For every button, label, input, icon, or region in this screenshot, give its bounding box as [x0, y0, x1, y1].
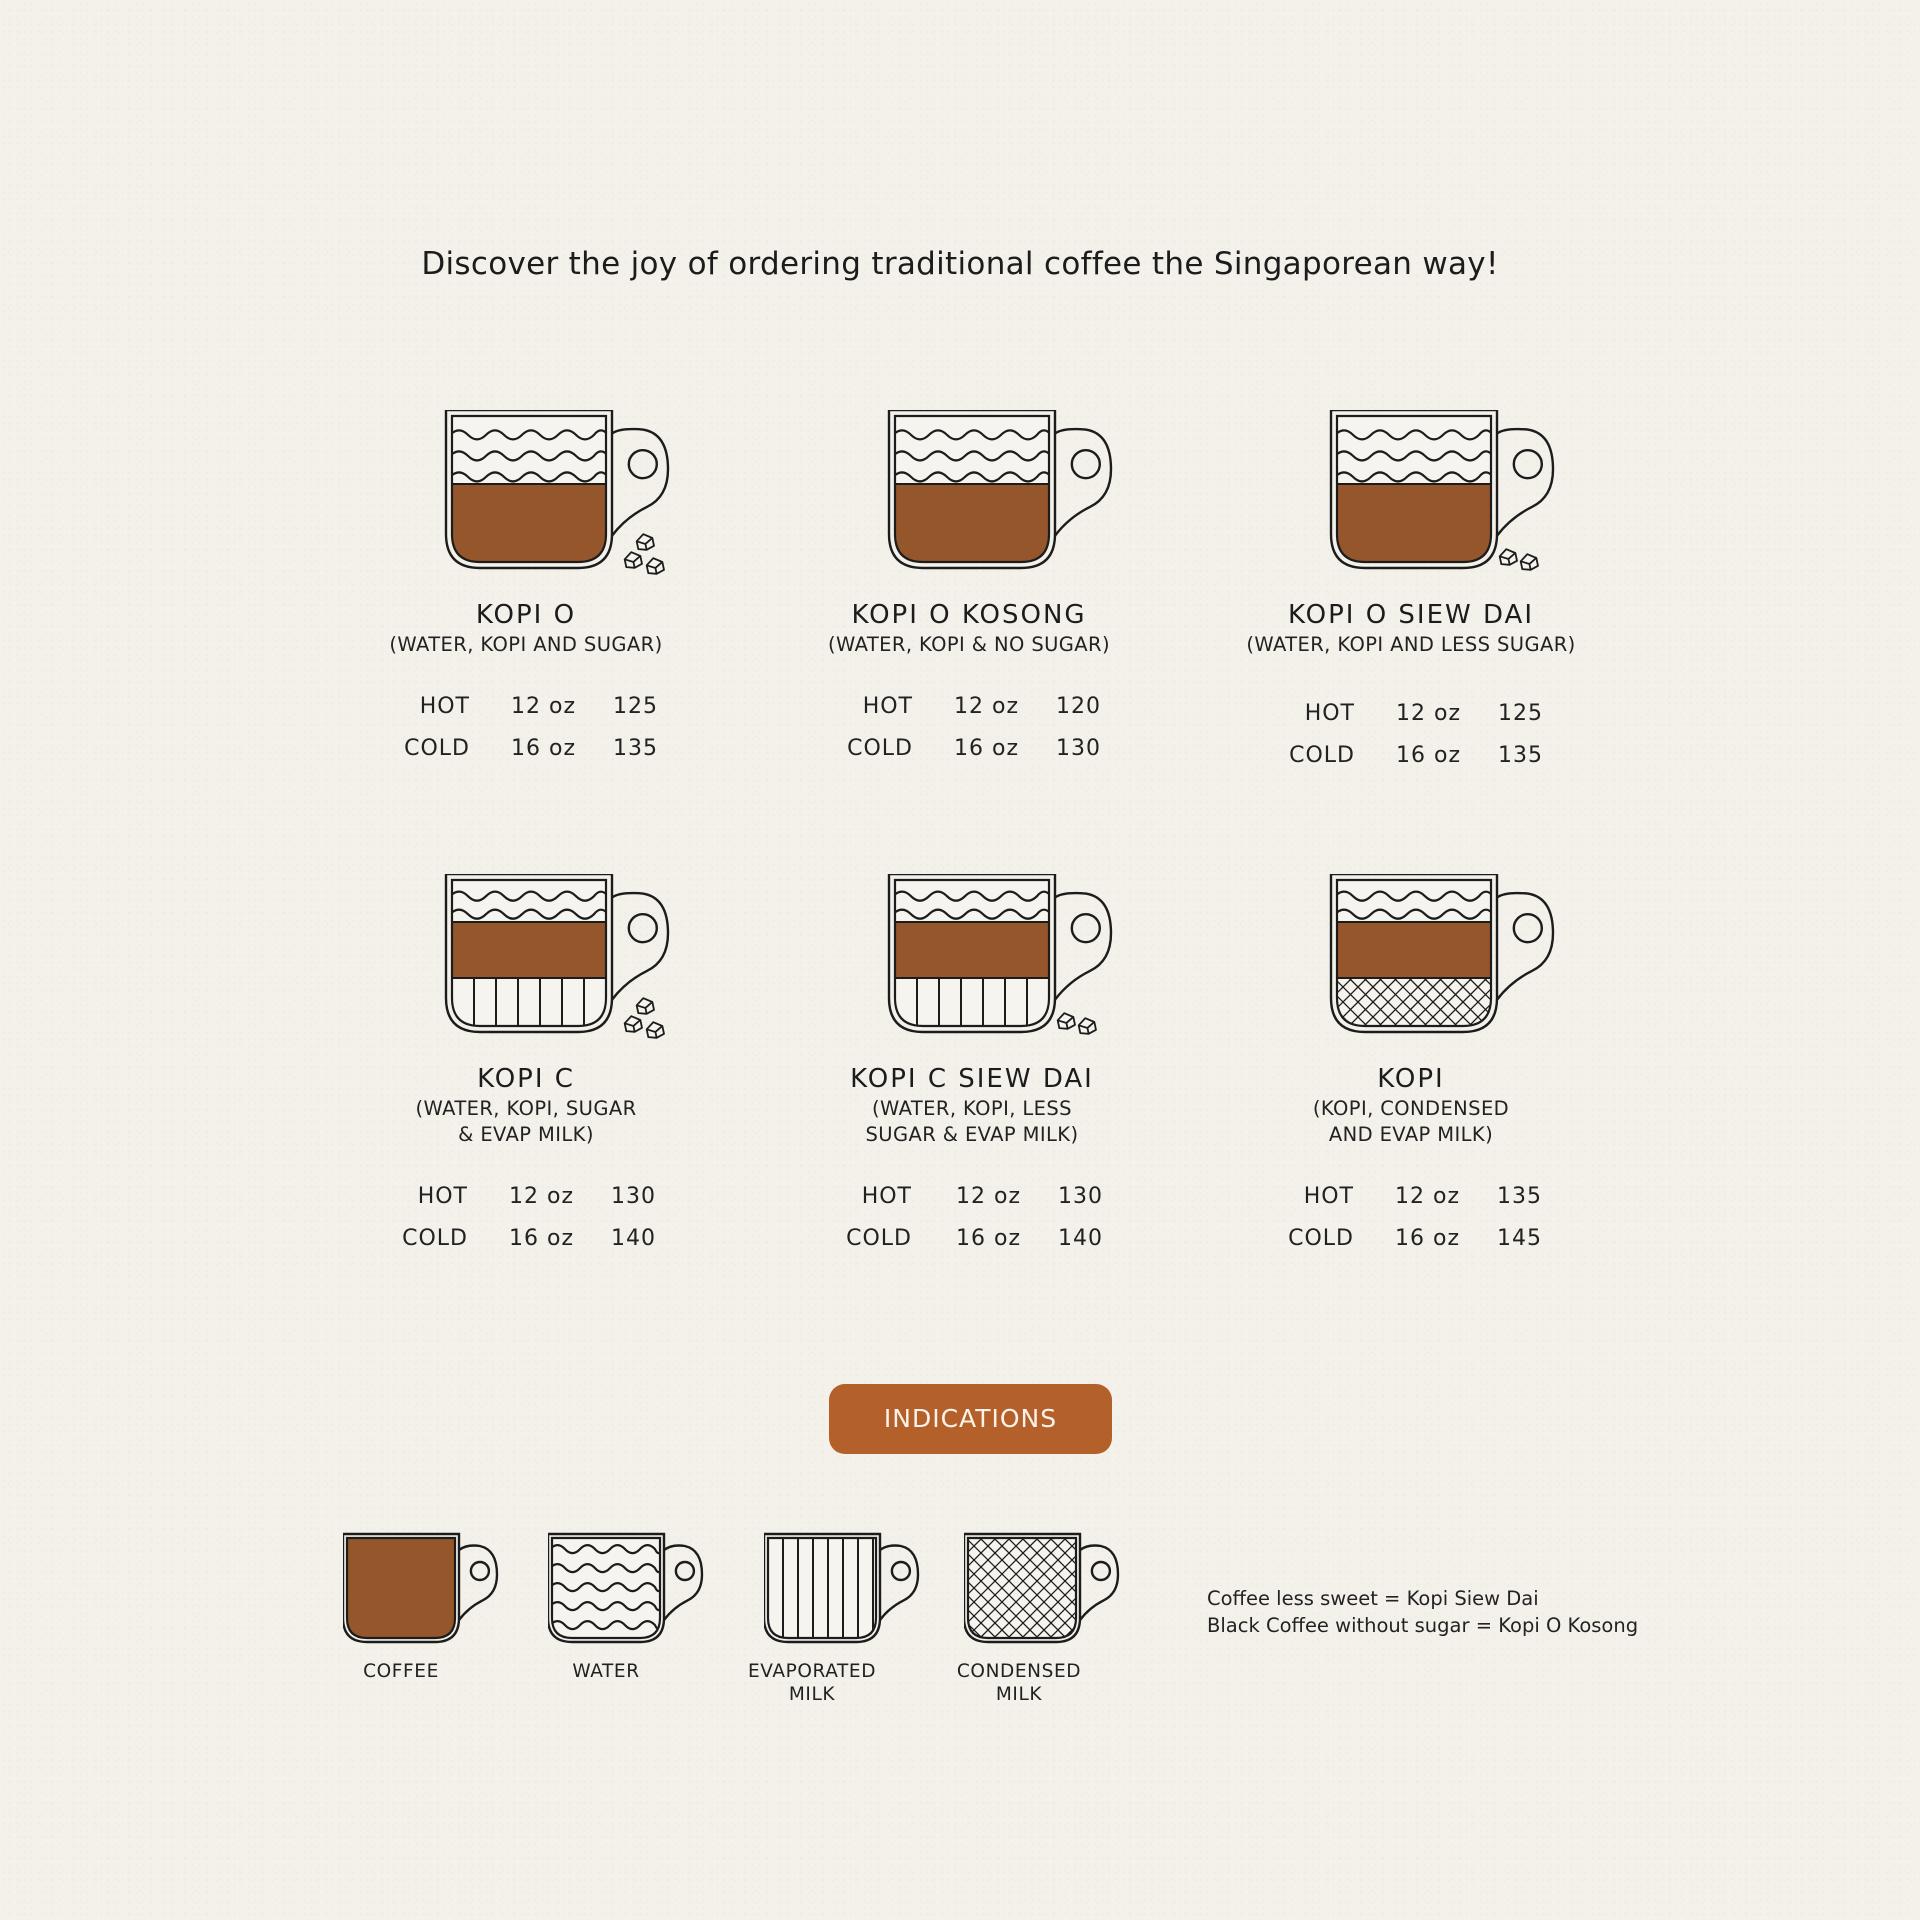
cup-icon — [430, 874, 670, 1049]
price-row-cold — [752, 1226, 1192, 1268]
legend-label: EVAPORATED MILK — [747, 1661, 877, 1705]
cup-icon — [873, 410, 1113, 585]
temperature-label: COLD — [1288, 1226, 1354, 1251]
price-row-hot — [306, 1184, 746, 1226]
price-value: 135 — [613, 736, 658, 761]
temperature-label: COLD — [402, 1226, 468, 1251]
price-value: 120 — [1056, 694, 1101, 719]
size-label: 16 oz — [956, 1226, 1021, 1251]
temperature-label: HOT — [862, 694, 913, 719]
drink-name: KOPI O — [475, 600, 577, 630]
drink-description: (WATER, KOPI AND LESS SUGAR) — [1246, 633, 1576, 656]
size-label: 12 oz — [954, 694, 1019, 719]
price-value: 130 — [1056, 736, 1101, 761]
drink-name: KOPI O SIEW DAI — [1287, 600, 1535, 630]
temperature-label: COLD — [847, 736, 913, 761]
sugar-cube-icon — [624, 551, 643, 570]
condensed-milk-cup-icon — [964, 1532, 1124, 1652]
price-row-hot — [752, 1184, 1192, 1226]
sugar-cube-icon — [1078, 1017, 1097, 1036]
size-label: 12 oz — [509, 1184, 574, 1209]
size-label: 16 oz — [511, 736, 576, 761]
notes — [1207, 1585, 1638, 1639]
price-row-cold — [1191, 1226, 1631, 1268]
temperature-label: HOT — [861, 1184, 912, 1209]
drink-description: (WATER, KOPI & NO SUGAR) — [828, 633, 1110, 656]
price-table — [1191, 701, 1631, 785]
price-table — [749, 694, 1189, 778]
price-row-cold — [306, 736, 746, 778]
drink-description: (WATER, KOPI AND SUGAR) — [389, 633, 663, 656]
sugar-cube-icon — [636, 533, 655, 552]
temperature-label: HOT — [417, 1184, 468, 1209]
legend-label: CONDENSED MILK — [956, 1661, 1082, 1705]
price-value: 140 — [1058, 1226, 1103, 1251]
size-label: 16 oz — [1396, 743, 1461, 768]
size-label: 16 oz — [1395, 1226, 1460, 1251]
temperature-label: COLD — [846, 1226, 912, 1251]
sugar-cube-icon — [1520, 553, 1539, 572]
size-label: 16 oz — [509, 1226, 574, 1251]
cup-icon — [1315, 874, 1555, 1049]
water-cup-icon — [548, 1532, 708, 1652]
cup-icon — [1315, 410, 1555, 585]
temperature-label: HOT — [419, 694, 470, 719]
size-label: 12 oz — [956, 1184, 1021, 1209]
price-row-cold — [306, 1226, 746, 1268]
temperature-label: HOT — [1304, 701, 1355, 726]
note-line: Black Coffee without sugar = Kopi O Kosong — [1207, 1614, 1639, 1637]
price-value: 125 — [1498, 701, 1543, 726]
size-label: 12 oz — [511, 694, 576, 719]
cup-icon — [430, 410, 670, 585]
price-table — [752, 1184, 1192, 1268]
coffee-cup-icon — [343, 1532, 503, 1652]
price-value: 135 — [1497, 1184, 1542, 1209]
evaporated-milk-cup-icon — [764, 1532, 924, 1652]
price-value: 135 — [1498, 743, 1543, 768]
legend-label: COFFEE — [363, 1661, 439, 1682]
sugar-cube-icon — [1057, 1012, 1076, 1031]
drink-name: KOPI — [1377, 1064, 1445, 1094]
drink-name: KOPI C — [477, 1064, 575, 1094]
sugar-cube-icon — [1499, 548, 1518, 567]
price-value: 140 — [611, 1226, 656, 1251]
price-row-cold — [1191, 743, 1631, 785]
page-tagline: Discover the joy of ordering traditional coffee the Singaporean way! — [421, 246, 1499, 282]
price-row-hot — [306, 694, 746, 736]
sugar-cube-icon — [646, 1021, 665, 1040]
drink-name: KOPI C SIEW DAI — [850, 1064, 1094, 1094]
drink-name: KOPI O KOSONG — [851, 600, 1087, 630]
price-row-hot — [1191, 1184, 1631, 1226]
price-table — [306, 1184, 746, 1268]
drink-description: (WATER, KOPI, SUGAR & EVAP MILK) — [415, 1097, 637, 1146]
size-label: 12 oz — [1395, 1184, 1460, 1209]
indications-badge: INDICATIONS — [829, 1384, 1112, 1454]
price-table — [1191, 1184, 1631, 1268]
sugar-cube-icon — [636, 997, 655, 1016]
price-row-cold — [749, 736, 1189, 778]
price-value: 130 — [611, 1184, 656, 1209]
price-value: 125 — [613, 694, 658, 719]
legend-label: WATER — [572, 1661, 640, 1682]
temperature-label: HOT — [1303, 1184, 1354, 1209]
size-label: 12 oz — [1396, 701, 1461, 726]
size-label: 16 oz — [954, 736, 1019, 761]
price-row-hot — [749, 694, 1189, 736]
note-line: Coffee less sweet = Kopi Siew Dai — [1207, 1587, 1539, 1610]
price-value: 145 — [1497, 1226, 1542, 1251]
drink-description: (WATER, KOPI, LESS SUGAR & EVAP MILK) — [865, 1097, 1079, 1146]
temperature-label: COLD — [404, 736, 470, 761]
price-row-hot — [1191, 701, 1631, 743]
price-table — [306, 694, 746, 778]
sugar-cube-icon — [624, 1015, 643, 1034]
temperature-label: COLD — [1289, 743, 1355, 768]
cup-icon — [873, 874, 1113, 1049]
sugar-cube-icon — [646, 557, 665, 576]
price-value: 130 — [1058, 1184, 1103, 1209]
drink-description: (KOPI, CONDENSED AND EVAP MILK) — [1312, 1097, 1510, 1146]
